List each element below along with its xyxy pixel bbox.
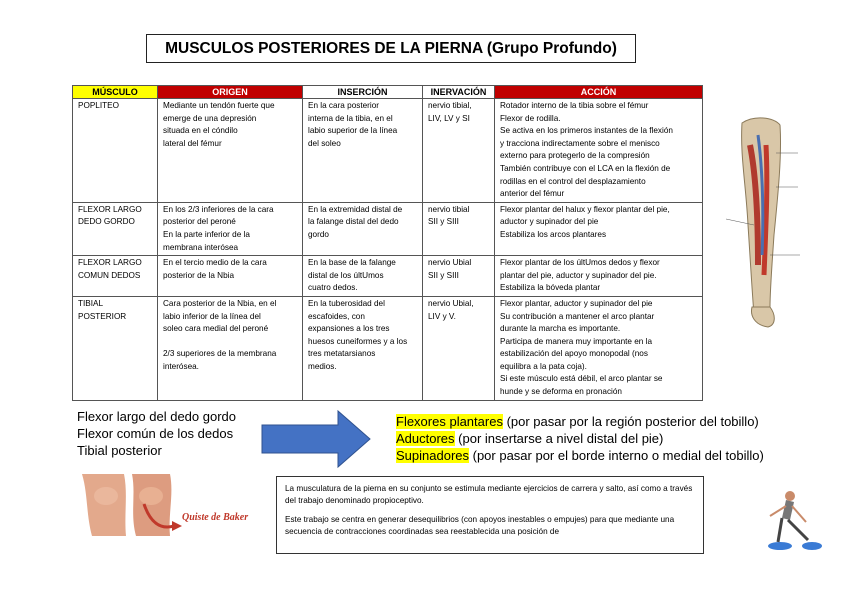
cell-origin: Mediante un tendón fuerte que emerge de una depresión situada en el cóndilo lateral del fémur [158,99,303,203]
header-inervacion: INERVACIÓN [423,86,495,99]
list-item: Tibial posterior [77,443,162,458]
cell-insertion: En la cara posterior interna de la tibia, en el labio superior de la línea del soleo [303,99,423,203]
header-accion: ACCIÓN [495,86,703,99]
list-item: Flexor común de los dedos [77,426,234,441]
muscles-table [72,85,703,401]
cell-action: Rotador interno de la tibia sobre el fémur Flexor de rodilla. Se activa en los primeros instantes de la flexión y tracciona indirectamente sobre el menisco externo para protegerlo de la compresión También contribuye con el LCA en la flexión de rodillas en el control del desplazamiento anterior del fémur [495,99,703,203]
cell-muscle: FLEXOR LARGO COMUN DEDOS [73,256,158,297]
effect-term: Supinadores [396,448,469,463]
header-insercion: INSERCIÓN [303,86,423,99]
cell-insertion: En la base de la falange distal de los últUmos cuatro dedos. [303,256,423,297]
cell-innervation: nervio Ubial, LIV y V. [423,296,495,400]
cell-muscle: TIBIAL POSTERIOR [73,296,158,400]
note-paragraph: Este trabajo se centra en generar desequilibrios (con apoyos inestables o empujes) para que mediante una secuencia de contracciones coordinadas sea reestablecida una posición de [285,515,675,536]
cell-innervation: nervio Ubial SII y SIII [423,256,495,297]
effect-term: Aductores [396,431,455,446]
right-arrow-icon [262,411,372,467]
effect-term: Flexores plantares [396,414,503,429]
cell-muscle: FLEXOR LARGO DEDO GORDO [73,202,158,255]
cell-insertion: En la extremidad distal de la falange distal del dedo gordo [303,202,423,255]
knee-image [78,474,249,536]
effect-item: Supinadores (por pasar por el borde interno o medial del tobillo) [396,448,764,463]
effect-item: Flexores plantares (por pasar por la región posterior del tobillo) [396,414,759,429]
cell-innervation: nervio tibial SII y SIII [423,202,495,255]
list-item: Flexor largo del dedo gordo [77,409,236,424]
cell-action: Flexor plantar de los últUmos dedos y flexor plantar del pie, aductor y supinador del pie. Estabiliza la bóveda plantar [495,256,703,297]
effect-item: Aductores (por insertarse a nivel distal del pie) [396,431,664,446]
cell-innervation: nervio tibial, LIV, LV y SI [423,99,495,203]
cell-insertion: En la tuberosidad del escafoides, con expansiones a los tres huesos cuneiformes y a los tres metatarsianos medios. [303,296,423,400]
note-paragraph: La musculatura de la pierna en su conjunto se estimula mediante ejercicios de carrera y salto, así como a través del trabajo denominado propioceptivo. [285,484,693,505]
muscle-list [77,408,236,459]
cell-origin: En los 2/3 inferiores de la cara posterior del peroné En la parte inferior de la membrana interósea [158,202,303,255]
table-row [73,296,703,400]
balance-exercise-image [746,482,826,554]
table-row [73,256,703,297]
table-header-row [73,86,703,99]
cell-origin: Cara posterior de la Nbia, en el labio inferior de la línea del soleo cara medial del peroné 2/3 superiores de la membrana interósea. [158,296,303,400]
table-row [73,202,703,255]
leg-anatomy-image [724,115,844,330]
note-box [276,476,704,554]
cell-origin: En el tercio medio de la cara posterior de la Nbia [158,256,303,297]
knee-caption: Quiste de Baker [182,512,249,523]
header-origen: ORIGEN [158,86,303,99]
page-title: MUSCULOS POSTERIORES DE LA PIERNA (Grupo Profundo) [146,34,636,63]
cell-muscle: POPLITEO [73,99,158,203]
cell-action: Flexor plantar, aductor y supinador del pie Su contribución a mantener el arco plantar durante la marcha es importante. Participa de manera muy importante en la estabilización del apoyo monopodal (nos equilibra a la pata coja). Si este músculo está débil, el arco plantar se hunde y se deforma en pronación [495,296,703,400]
cell-action: Flexor plantar del halux y flexor plantar del pie, aductor y supinador del pie Estabiliza los arcos plantares [495,202,703,255]
header-musculo: MÚSCULO [73,86,158,99]
table-row [73,99,703,203]
effects-list [396,413,764,464]
